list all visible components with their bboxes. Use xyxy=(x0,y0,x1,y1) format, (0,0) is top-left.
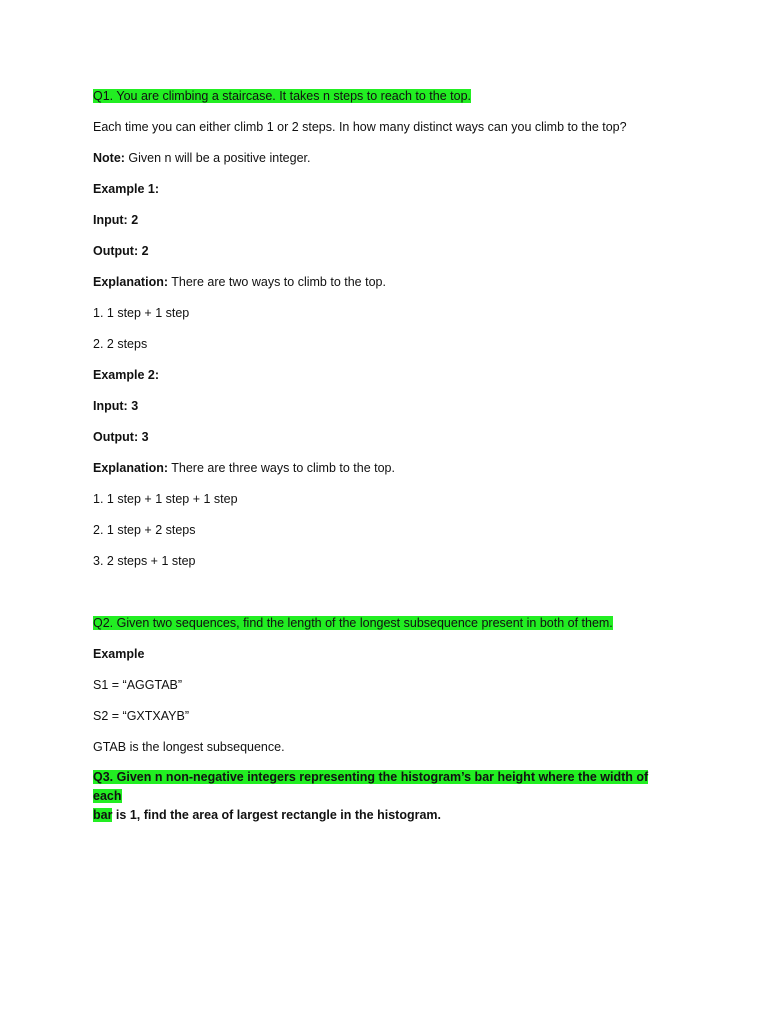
input-label: Input: xyxy=(93,213,128,227)
output-label: Output: xyxy=(93,244,139,258)
q3-question xyxy=(93,768,673,825)
q2-question: Q2. Given two sequences, find the length of the longest subsequence present in both of them. xyxy=(93,616,613,630)
example-1-input xyxy=(93,212,138,228)
example-2-way-3: 3. 2 steps + 1 step xyxy=(93,554,196,568)
q3-rest: is 1, find the area of largest rectangle in the histogram. xyxy=(112,808,442,822)
example-2-title: Example 2: xyxy=(93,368,160,382)
note-label: Note: xyxy=(93,151,125,165)
q1-description: Each time you can either climb 1 or 2 steps. In how many distinct ways can you climb to the top? xyxy=(93,120,627,134)
example-1-way-2: 2. 2 steps xyxy=(93,337,148,351)
example-2-way-2: 2. 1 step + 2 steps xyxy=(93,523,196,537)
q2-s2: S2 = “GXTXAYB” xyxy=(93,709,189,723)
explanation-text: There are three ways to climb to the top. xyxy=(168,461,395,475)
q1-question: Q1. You are climbing a staircase. It takes n steps to reach to the top. xyxy=(93,89,471,103)
example-2-way-1: 1. 1 step + 1 step + 1 step xyxy=(93,492,238,506)
output-value: 2 xyxy=(138,244,149,258)
example-1-explanation xyxy=(93,274,386,290)
q1-heading xyxy=(93,88,471,104)
note-text: Given n will be a positive integer. xyxy=(124,151,311,165)
q1-note xyxy=(93,150,310,166)
example-1-output xyxy=(93,243,149,259)
example-1-title: Example 1: xyxy=(93,182,160,196)
example-1-way-1: 1. 1 step + 1 step xyxy=(93,306,190,320)
q2-result: GTAB is the longest subsequence. xyxy=(93,740,285,754)
q3-highlight-2: bar xyxy=(93,808,113,822)
input-value: 2 xyxy=(127,213,139,227)
input-label: Input: xyxy=(93,399,128,413)
example-2-input xyxy=(93,398,138,414)
example-2-output xyxy=(93,429,149,445)
q2-example-label: Example xyxy=(93,647,145,661)
q3-highlight-1: Q3. Given n non-negative integers representing the histogram’s bar height where the width of each xyxy=(93,770,649,803)
input-value: 3 xyxy=(127,399,139,413)
q2-heading xyxy=(93,615,613,631)
explanation-label: Explanation: xyxy=(93,275,169,289)
explanation-label: Explanation: xyxy=(93,461,169,475)
example-2-explanation xyxy=(93,460,395,476)
explanation-text: There are two ways to climb to the top. xyxy=(168,275,386,289)
output-label: Output: xyxy=(93,430,139,444)
output-value: 3 xyxy=(138,430,149,444)
q2-s1: S1 = “AGGTAB” xyxy=(93,678,183,692)
